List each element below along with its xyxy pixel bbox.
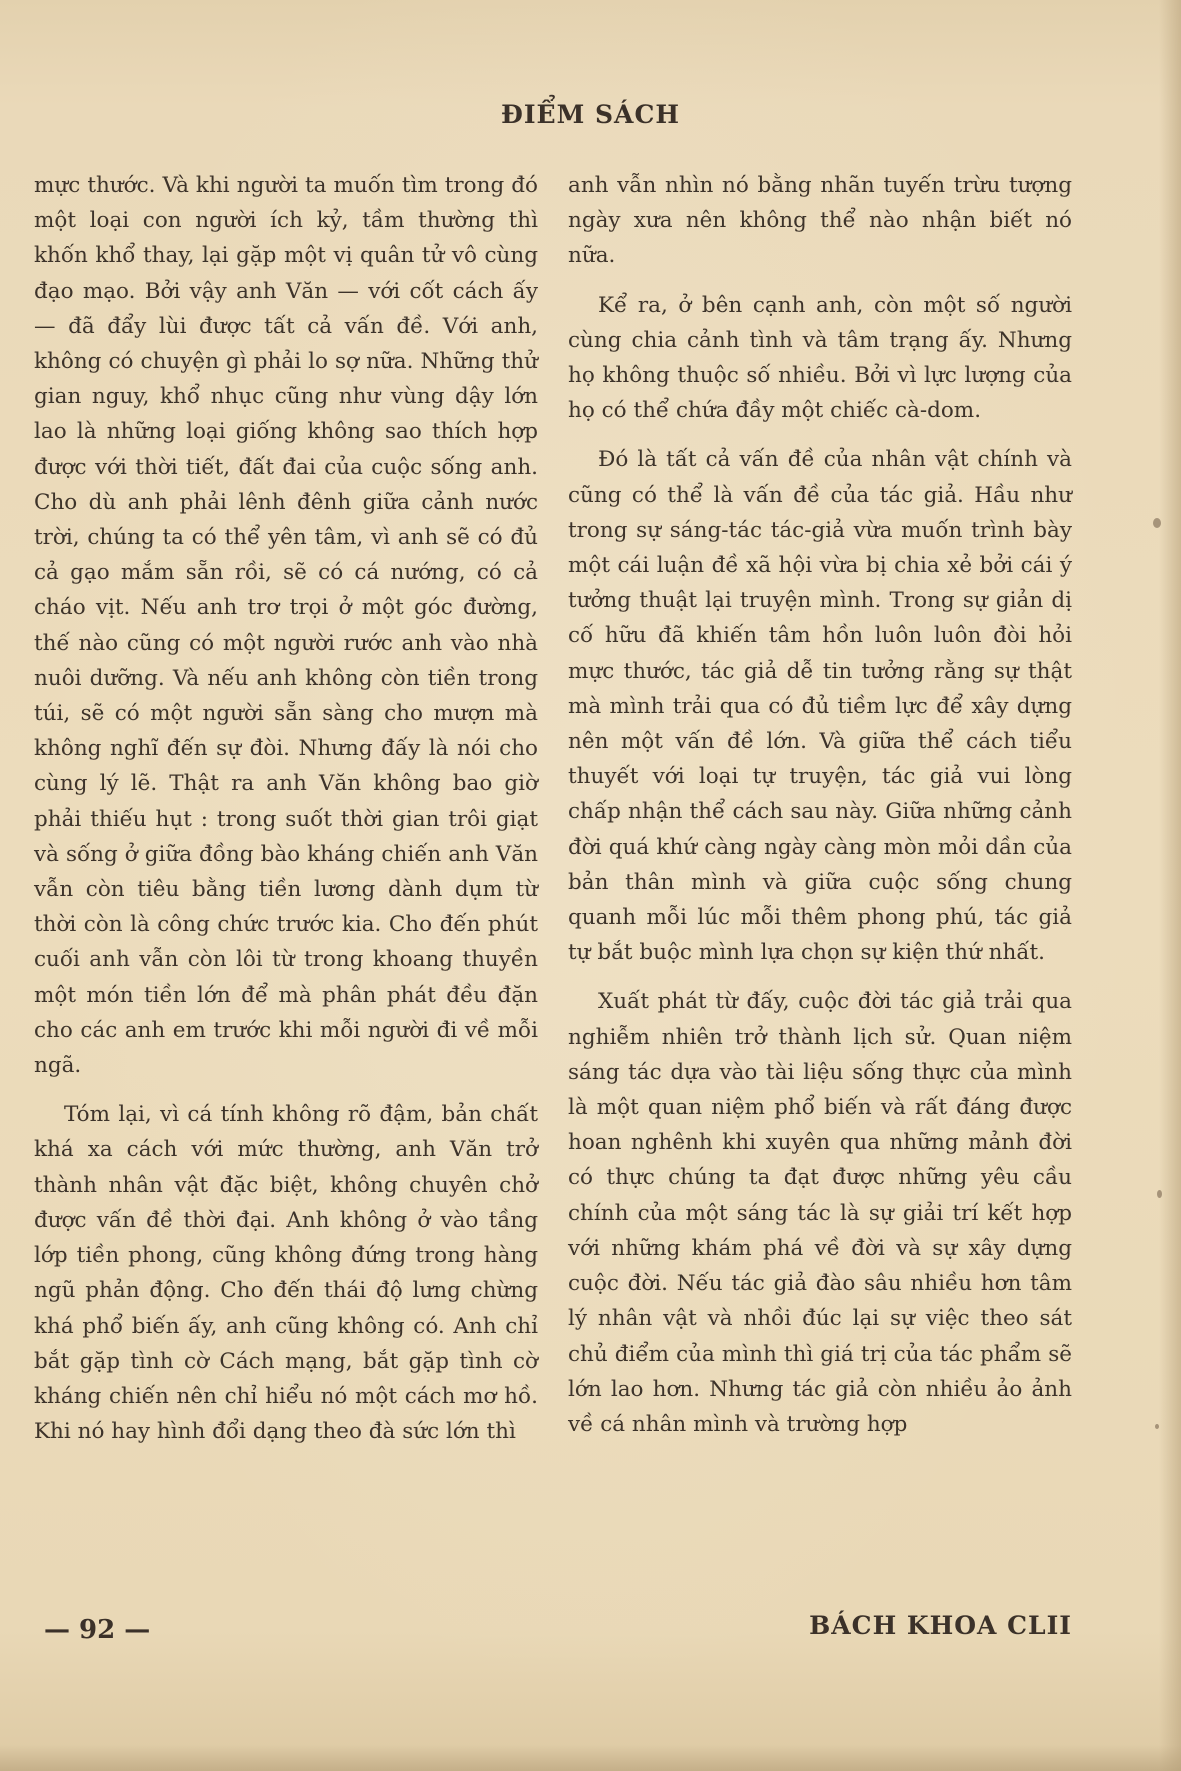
paper-speck — [1153, 518, 1161, 528]
page-edge-shadow-right — [1159, 0, 1181, 1771]
right-text-column — [568, 168, 1072, 1456]
paragraph: Tóm lại, vì cá tính không rõ đậm, bản chất khá xa cách với mức thường, anh Văn trở thành nhân vật đặc biệt, không chuyên chở được vấn đề thời đại. Anh không ở vào tầng lớp tiền phong, cũng không đứng trong hàng ngũ phản động. Cho đến thái độ lưng chừng khá phổ biến ấy, anh cũng không có. Anh chỉ bắt gặp tình cờ Cách mạng, bắt gặp tình cờ kháng chiến nên chỉ hiểu nó một cách mơ hồ. Khi nó hay hình đổi dạng theo đà sức lớn thì — [34, 1102, 538, 1445]
paragraph: Đó là tất cả vấn đề của nhân vật chính và cũng có thể là vấn đề của tác giả. Hầu như trong sự sáng-tác tác-giả vừa muốn trình bày một cái luận đề xã hội vừa bị chia xẻ bởi cái ý tưởng thuật lại truyện mình. Trong sự giản dị cố hữu đã khiến tâm hồn luôn luôn đòi hỏi mực thước, tác giả dễ tin tưởng rằng sự thật mà mình trải qua có đủ tiềm lực để xây dựng nên một vấn đề lớn. Và giữa thể cách tiểu thuyết với loại tự truyện, tác giả vui lòng chấp nhận thể cách sau này. Giữa những cảnh đời quá khứ càng ngày càng mòn mỏi dần của bản thân mình và giữa cuộc sống chung quanh mỗi lúc mỗi thêm phong phú, tác giả tự bắt buộc mình lựa chọn sự kiện thứ nhất. — [568, 447, 1072, 966]
paper-speck — [1157, 1190, 1162, 1198]
paragraph: anh vẫn nhìn nó bằng nhãn tuyến trừu tượng ngày xưa nên không thể nào nhận biết nó nữa. — [568, 173, 1072, 269]
left-text-column — [34, 168, 538, 1463]
paragraph: Xuất phát từ đấy, cuộc đời tác giả trải qua nghiễm nhiên trở thành lịch sử. Quan niệm sáng tác dựa vào tài liệu sống thực của mình là một quan niệm phổ biến và rất đáng được hoan nghênh khi xuyên qua những mảnh đời có thực chúng ta đạt được những yêu cầu chính của một sáng tác là sự giải trí kết hợp với những khám phá về đời và sự xây dựng cuộc đời. Nếu tác giả đào sâu nhiều hơn tâm lý nhân vật và nhồi đúc lại sự việc theo sát chủ điểm của mình thì giá trị của tác phẩm sẽ lớn lao hơn. Nhưng tác giả còn nhiều ảo ảnh về cá nhân mình và trường hợp — [568, 989, 1072, 1437]
paragraph: Kể ra, ở bên cạnh anh, còn một số người cùng chia cảnh tình và tâm trạng ấy. Nhưng họ không thuộc số nhiều. Bởi vì lực lượng của họ có thể chứa đầy một chiếc cà-dom. — [568, 292, 1072, 424]
paragraph: mực thước. Và khi người ta muốn tìm trong đó một loại con người ích kỷ, tầm thường thì khốn khổ thay, lại gặp một vị quân tử vô cùng đạo mạo. Bởi vậy anh Văn — với cốt cách ấy — đã đẩy lùi được tất cả vấn đề. Với anh, không có chuyện gì phải lo sợ nữa. Những thử gian nguy, khổ nhục cũng như vùng dậy lớn lao là những loại giống không sao thích hợp được với thời tiết, đất đai của cuộc sống anh. Cho dù anh phải lênh đênh giữa cảnh nước trời, chúng ta có thể yên tâm, vì anh sẽ có đủ cả gạo mắm sẵn rồi, sẽ có cá nướng, có cả cháo vịt. Nếu anh trơ trọi ở một góc đường, thế nào cũng có một người rước anh vào nhà nuôi dưỡng. Và nếu anh không còn tiền trong túi, sẽ có một người sẵn sàng cho mượn mà không nghĩ đến sự đòi. Nhưng đấy là nói cho cùng lý lẽ. Thật ra anh Văn không bao giờ phải thiếu hụt : trong suốt thời gian trôi giạt và sống ở giữa đồng bào kháng chiến anh Văn vẫn còn tiêu bằng tiền lương dành dụm từ thời còn là công chức trước kia. Cho đến phút cuối anh vẫn còn lôi từ trong khoang thuyền một món tiền lớn để mà phân phát đều đặn cho các anh em trước khi mỗi người đi về mỗi ngã. — [34, 173, 538, 1079]
section-header: ĐIỂM SÁCH — [501, 100, 680, 129]
paper-speck — [1155, 1424, 1159, 1429]
page-edge-shadow-bottom — [0, 1745, 1181, 1771]
page-number: — 92 — — [44, 1615, 151, 1645]
publication-name: BÁCH KHOA CLII — [809, 1611, 1072, 1640]
